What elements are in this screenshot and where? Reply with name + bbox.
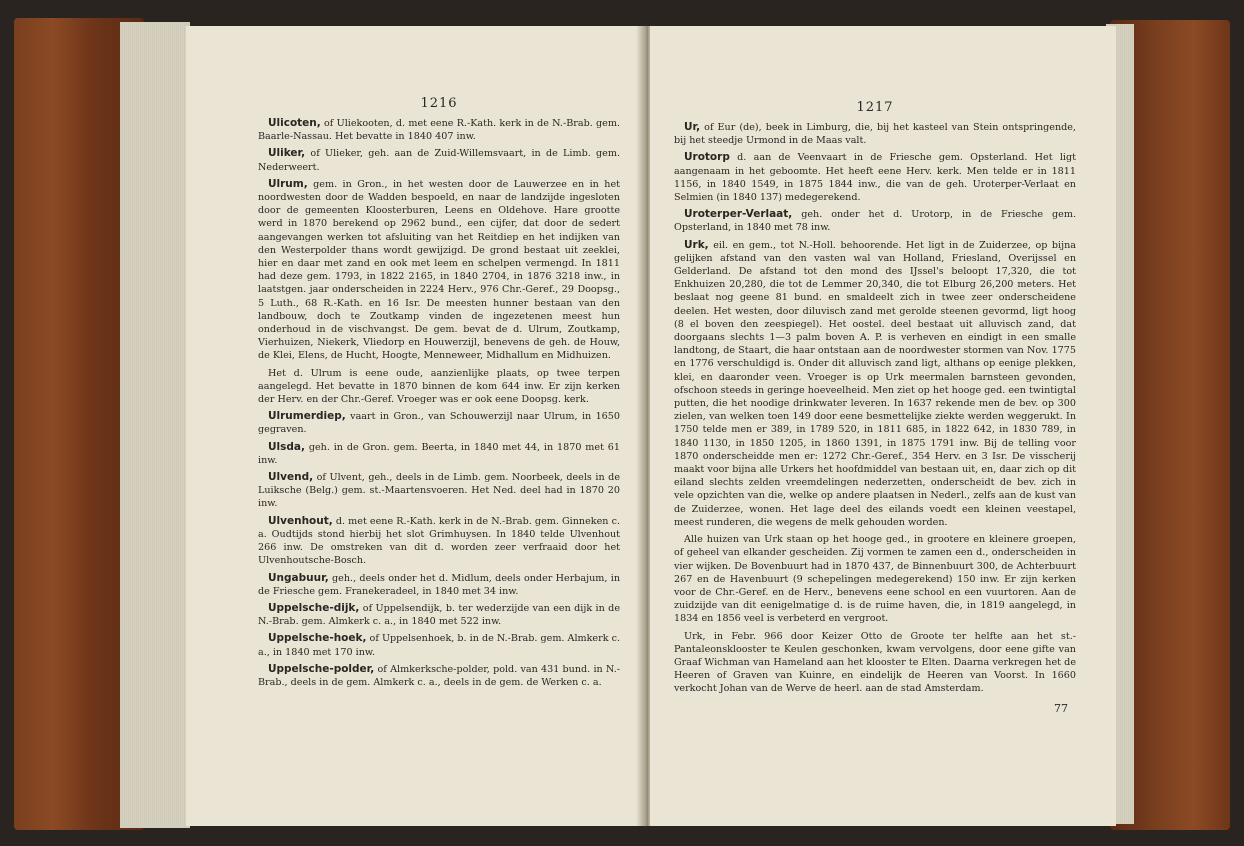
entry-text: eil. en gem., tot N.-Holl. behoorende. Het ligt in de Zuiderzee, op bijna gelijken afstand van den vasten wal van Holland, Friesland, Overijssel en Gelderland. De afstand tot den mond des IJssel's beloopt 17,320, die tot Enkhuizen 20,280, die tot de Lemmer 20,340, die tot Elburg 26,200 meters. Het beslaat nog geene 81 bund. en smaldeelt zich in twee zeer onderscheidene deelen. Het westen, door diluvisch zand met gerolde steenen gevormd, ligt hoog (8 el boven den zeespiegel). Het oostel. deel bestaat uit alluvisch zand, dat doorgaans slechts 1—3 palm boven A. P. is verheven en eindigt in een smalle landtong, de Staart, die haar ontstaan aan de noordwester stormen van Nov. 1775 en 1776 verschuldigd is. Onder dit alluvisch zand ligt, althans op eenige plekken, klei, en daaronder veen. Vroeger is op Urk meermalen barnsteen gevonden, ofschoon steeds in geringe hoeveelheid. Men ziet op het hooge ged. een twintigtal putten, die het noodige drinkwater leveren. In 1637 rekende men de bev. op 300 zielen, van welken toen 149 door eene besmettelijke ziekte werden weggerukt. In 1750 telde men er 389, in 1789 520, in 1811 685, in 1822 642, in 1830 789, in 1840 1130, in 1850 1205, in 1860 1391, in 1875 1791 inw. Bij de telling voor 1870 onderscheidde men er: 1272 Chr.-Geref., 354 Herv. en 3 Isr. De visscherij maakt voor bijna alle Urkers het hoofdmiddel van bestaan uit, en, daar zich op dit eiland slechts zelden vreemdelingen nederzetten, onderscheidt de bev. zich in vele opzichten van die, welke op andere plaatsen in Nederl., zelfs aan de kust van de Zuiderzee, wonen. Het lage deel des eilands voedt een kleinen veestapel, meest runderen, die wegens de melk gehouden worden. (674, 239, 1076, 528)
dictionary-entry (258, 147, 620, 173)
dictionary-entry (674, 151, 1076, 204)
entry-text: of Ulieker, geh. aan de Zuid-Willemsvaart, in de Limb. gem. Nederweert. (258, 148, 620, 173)
entry-list (258, 117, 620, 689)
entry-headword: Ulsda, (268, 440, 305, 453)
dictionary-entry (674, 533, 1076, 625)
entry-text: of Uppelsendijk, b. ter wederzijde van een dijk in de N.-Brab. gem. Almkerk c. a., in 1840 met 522 inw. (258, 602, 620, 628)
entry-headword: Urotorp (684, 151, 730, 164)
entry-headword: Uliker, (268, 147, 306, 160)
entry-text: Het d. Ulrum is eene oude, aanzienlijke plaats, op twee terpen aangelegd. Het bevatte in 1870 binnen de kom 644 inw. Er zijn kerken der Herv. en der Chr.-Geref. Vroeger was er ook eene Doopsg. kerk. (258, 367, 620, 406)
entry-headword: Uroterper-Verlaat, (684, 208, 793, 221)
dictionary-entry (258, 602, 620, 628)
page-number: 1216 (420, 96, 458, 111)
dictionary-entry (258, 117, 620, 143)
entry-text: geh., deels onder het d. Midlum, deels onder Herbajum, in de Friesche gem. Franekeradeel, in 1840 met 34 inw. (258, 572, 620, 597)
dictionary-entry (258, 178, 620, 363)
right-page (650, 26, 1116, 826)
entry-headword: Uppelsche-polder, (268, 662, 375, 675)
entry-text: geh. onder het d. Urotorp, in de Friesche gem. Opsterland, in 1840 met 78 inw. (674, 209, 1076, 234)
dictionary-entry (674, 630, 1076, 696)
entry-text: vaart in Gron., van Schouwerzijl naar Ulrum, in 1650 gegraven. (258, 411, 620, 436)
entry-text: Alle huizen van Urk staan op het hooge ged., in grootere en kleinere groepen, of geheel van elkander gescheiden. Zij vormen te zamen een d., onderscheiden in vier wijken. De Bovenbuurt had in 1870 437, de Binnenbuurt 300, de Achterbuurt 267 en de Havenbuurt (9 schepelingen medegerekend) 150 inw. Er zijn kerken voor de Chr.-Geref. en de Herv., benevens eene school en een vuurtoren. Aan de zuidzijde van dit eenigelmatige d. is de ruime haven, die, in 1819 aangelegd, in 1834 en 1856 veel is verbeterd en vergroot. (674, 534, 1076, 625)
dictionary-entry (258, 441, 620, 467)
signature-mark: 77 (1054, 701, 1068, 715)
entry-text: gem. in Gron., in het westen door de Lauwerzee en in het noordwesten door de Wadden bespoeld, en naar de landzijde ingesloten door de gemeenten Kloosterburen, Leens en Oldehove. Hare grootte werd in 1870 berekend op 2962 bund., een cijfer, dat door de sedert aangevangen werken tot afsluiting van het Reitdiep en het indijken van den Westerpolder thans wordt gewijzigd. De grond bestaat uit zeeklei, hier en daar met zand en ook met leem en schelpen vermengd. In 1811 had deze gem. 1793, in 1822 2165, in 1840 2704, in 1876 3218 inw., in laatstgen. jaar onderscheiden in 2224 Herv., 976 Chr.-Geref., 29 Doopsg., 5 Luth., 68 R.-Kath. en 16 Isr. De meesten hunner bestaan van den landbouw, doch te Zoutkamp vinden de ingezetenen meest hun onderhoud in de vischvangst. De gem. bevat de d. Ulrum, Zoutkamp, Vierhuizen, Niekerk, Vliedorp en Houwerzijl, benevens de geh. de Houw, de Klei, Elens, de Hucht, Hoogte, Menneweer, Midhallum en Midhuizen. (258, 178, 620, 362)
entry-text: of Uliekooten, d. met eene R.-Kath. kerk in de N.-Brab. gem. Baarle-Nassau. Het bevatte in 1840 407 inw. (258, 118, 620, 143)
entry-headword: Ulvend, (268, 471, 314, 484)
entry-text: Urk, in Febr. 966 door Keizer Otto de Groote ter helfte aan het st.-Pantaleonsklooster te Keulen geschonken, kwam vervolgens, door eene gifte van Graaf Wichman van Hameland aan het klooster te Elten. Daarna verkregen het de Heeren of Graven van Kuinre, en eindelijk de Heeren van Voorst. In 1660 verkocht Johan van de Werve de heerl. aan de stad Amsterdam. (674, 630, 1076, 695)
entry-headword: Ungabuur, (268, 571, 329, 584)
dictionary-entry (674, 208, 1076, 234)
entry-headword: Uppelsche-hoek, (268, 632, 367, 645)
entry-headword: Uppelsche-dijk, (268, 601, 360, 614)
dictionary-entry (258, 572, 620, 598)
dictionary-entry (258, 663, 620, 689)
entry-headword: Ulrum, (268, 177, 308, 190)
entry-headword: Ulicoten, (268, 117, 321, 129)
dictionary-entry (258, 471, 620, 511)
dictionary-entry (258, 515, 620, 568)
entry-text: of Uppelsenhoek, b. in de N.-Brab. gem. Almkerk c. a., in 1840 met 170 inw. (258, 633, 620, 658)
entry-headword: Urk, (684, 238, 709, 251)
entry-headword: Ulvenhout, (268, 514, 333, 527)
entry-headword: Ur, (684, 121, 701, 133)
dictionary-entry (258, 367, 620, 407)
entry-text: of Eur (de), beek in Limburg, die, bij het kasteel van Stein ontspringende, bij het steedje Urmond in de Maas valt. (674, 122, 1076, 147)
entry-text: d. aan de Veenvaart in de Friesche gem. Opsterland. Het ligt aangenaam in het geboomte. Het heeft eene Herv. kerk. Men telde er in 1811 1156, in 1840 1549, in 1875 1844 inw., die van de geh. Uroterper-Verlaat en Selmien (in 1840 137) medegerekend. (674, 152, 1076, 204)
entry-text: d. met eene R.-Kath. kerk in de N.-Brab. gem. Ginneken c. a. Oudtijds stond hierbij het slot Grimhuysen. In 1840 telde Ulvenhout 266 inw. De omstreken van dit d. worden zeer verfraaid door het Ulvenhoutsche-Bosch. (258, 515, 620, 567)
page-edges-left (120, 22, 190, 828)
dictionary-entry (674, 239, 1076, 529)
page-number: 1217 (856, 100, 894, 115)
entry-headword: Ulrumerdiep, (268, 410, 346, 423)
dictionary-entry (258, 632, 620, 658)
entry-text: geh. in de Gron. gem. Beerta, in 1840 met 44, in 1870 met 61 inw. (258, 441, 620, 466)
entry-text: of Almkerksche-polder, pold. van 431 bund. in N.-Brab., deels in de gem. Almkerk c. a., deels in de gem. de Werken c. a. (258, 663, 620, 688)
left-page (186, 26, 644, 826)
dictionary-entry (258, 410, 620, 436)
entry-list (674, 121, 1076, 696)
dictionary-entry (674, 121, 1076, 147)
entry-text: of Ulvent, geh., deels in de Limb. gem. Noorbeek, deels in de Luiksche (Belg.) gem. st.-Maartensvoeren. Het Ned. deel had in 1870 20 inw. (258, 472, 620, 510)
